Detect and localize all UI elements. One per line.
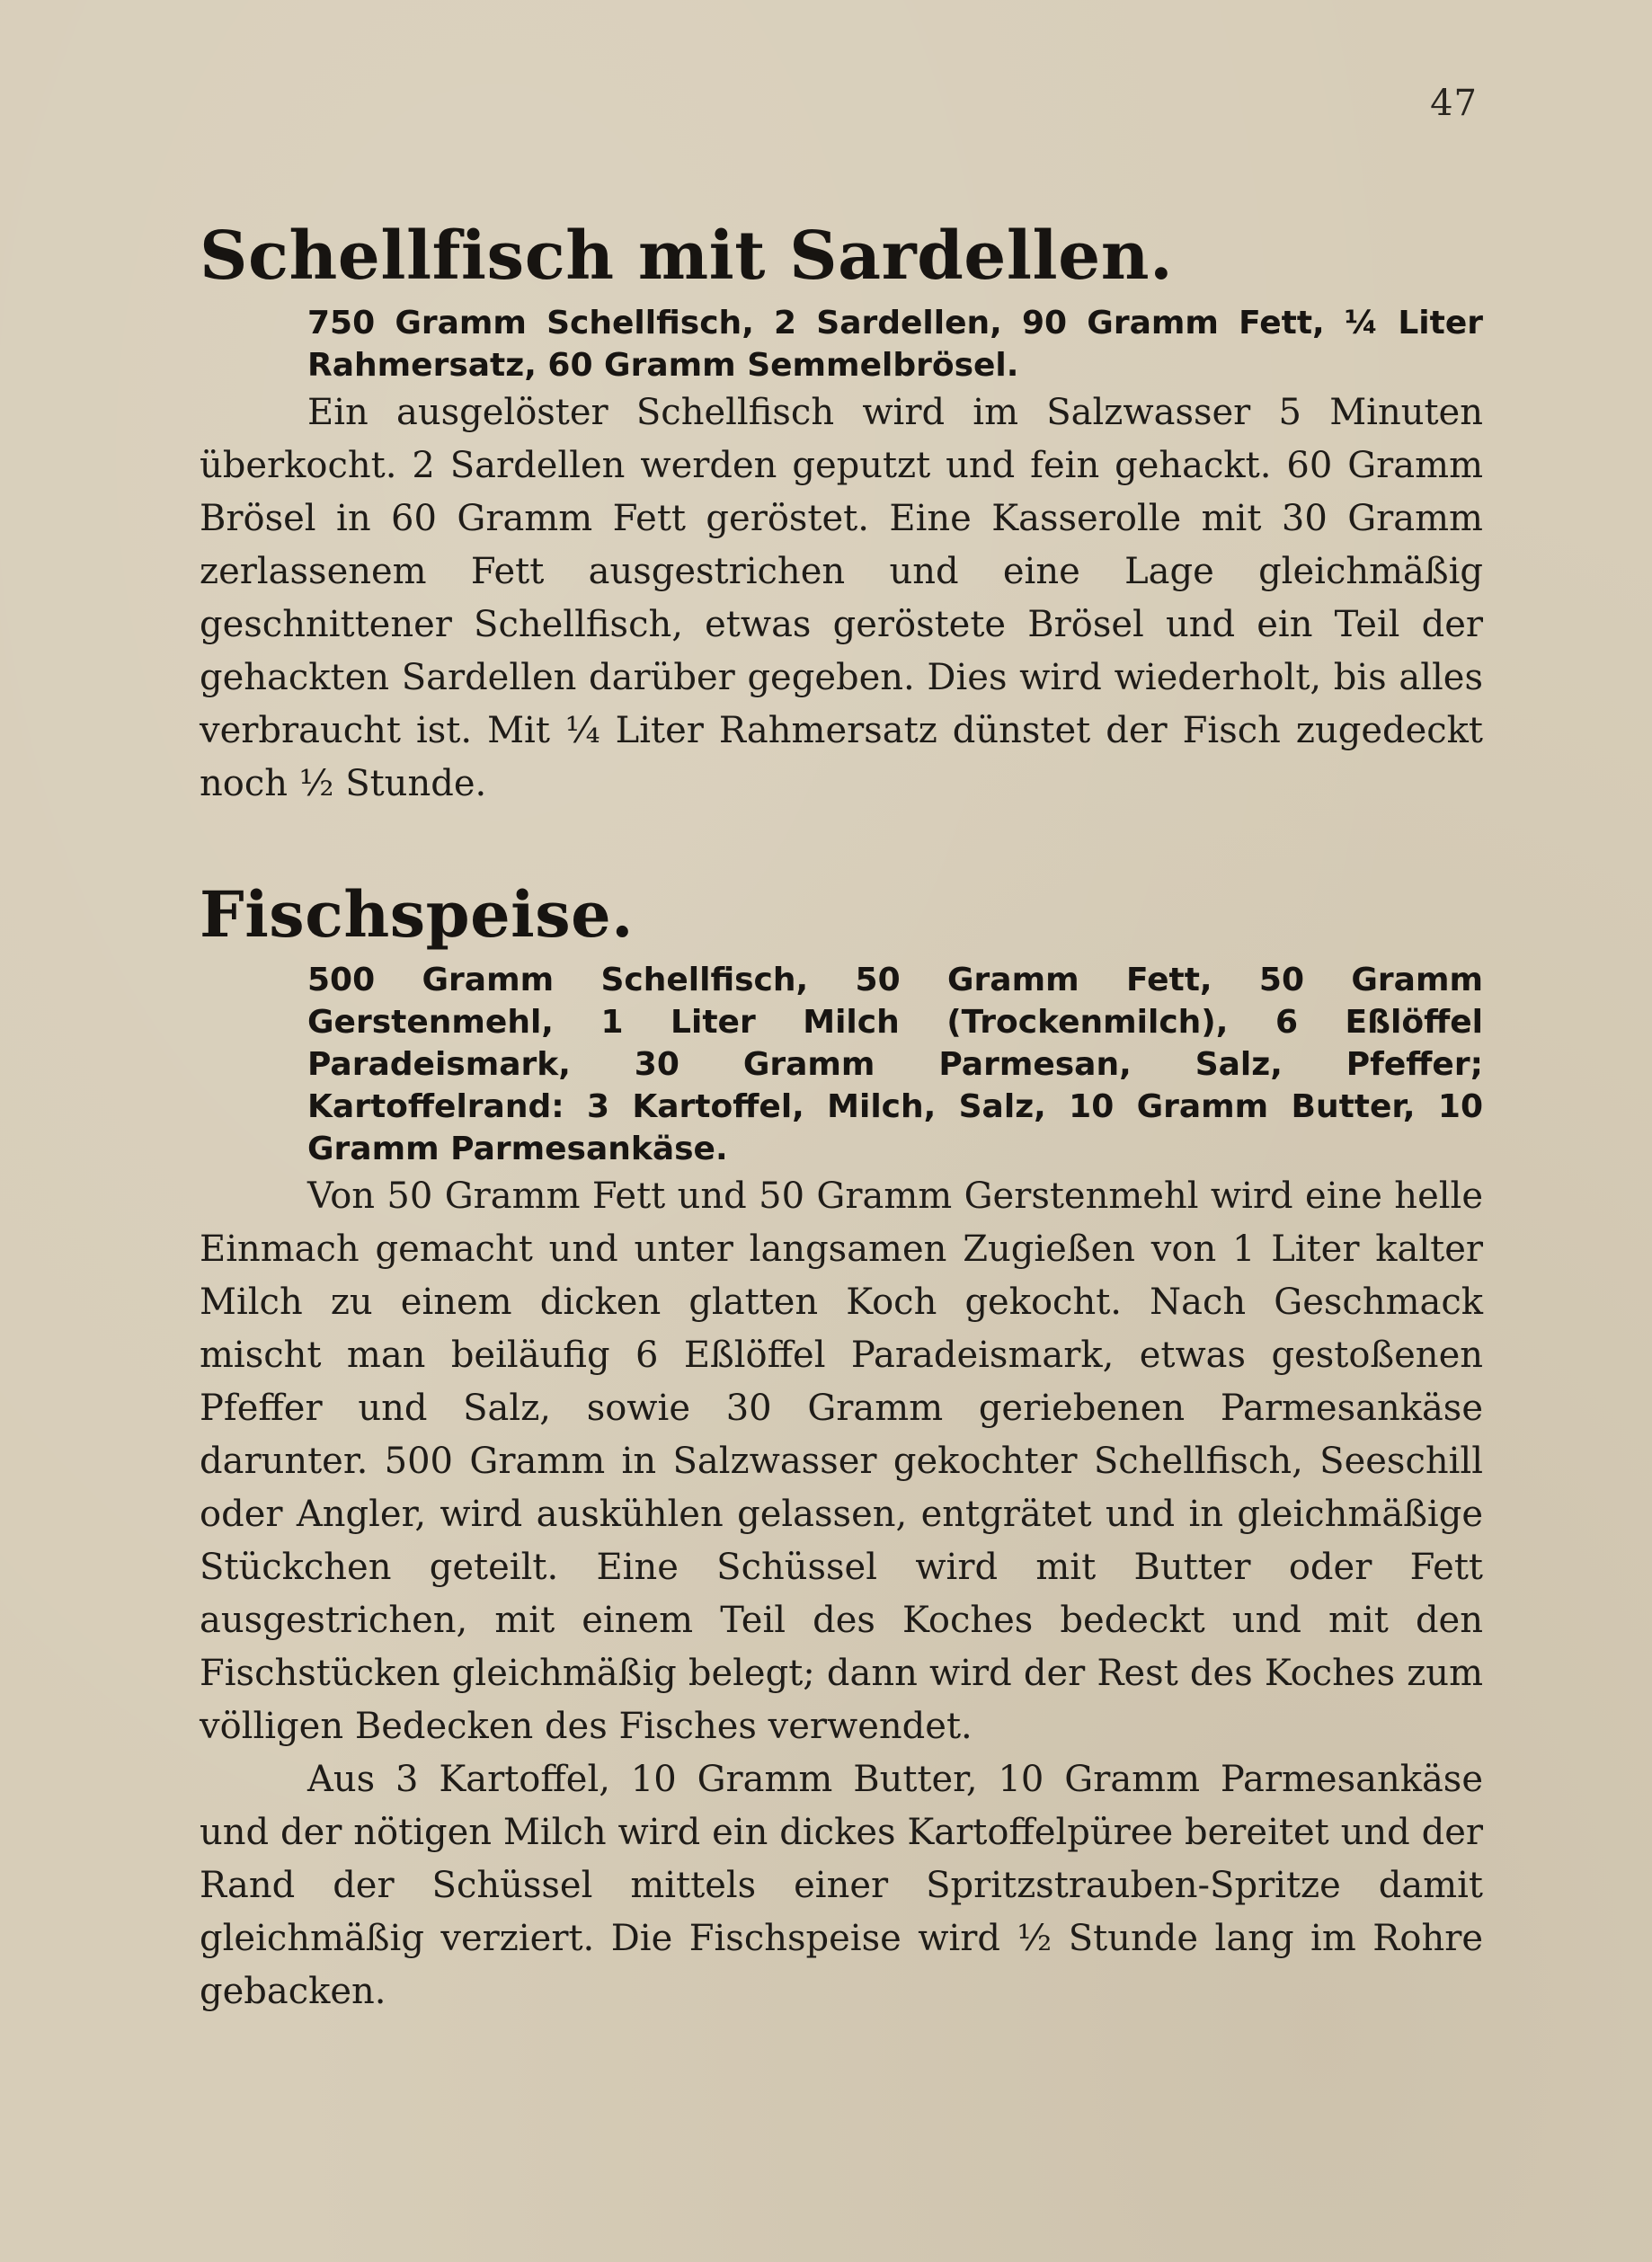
recipe-fischspeise bbox=[200, 877, 1483, 2018]
recipe-ingredients: 750 Gramm Schellfisch, 2 Sardellen, 90 Gramm Fett, ¼ Liter Rahmersatz, 60 Gramm Semmelbrösel. bbox=[307, 305, 1483, 384]
recipe-instructions: Ein ausgelöster Schellfisch wird im Salzwasser 5 Minuten überkocht. 2 Sardellen werden geputzt und fein gehackt. 60 Gramm Brösel in 60 Gramm Fett geröstet. Eine Kasserolle mit 30 Gramm zerlassenem Fett ausgestrichen und eine Lage gleichmäßig geschnittener Schellfisch, etwas geröstete Brösel und ein Teil der gehackten Sardellen darüber gegeben. Dies wird wiederholt, bis alles verbraucht ist. Mit ¼ Liter Rahmersatz dünstet der Fisch zugedeckt noch ½ Stunde. bbox=[200, 392, 1483, 804]
recipe-instructions: Von 50 Gramm Fett und 50 Gramm Gerstenmehl wird eine helle Einmach gemacht und unter langsamen Zugießen von 1 Liter kalter Milch zu einem dicken glatten Koch gekocht. Nach Geschmack mischt man beiläufig 6 Eßlöffel Paradeismark, etwas gestoßenen Pfeffer und Salz, sowie 30 Gramm geriebenen Parmesankäse darunter. 500 Gramm in Salzwasser gekochter Schellfisch, Seeschill oder Angler, wird auskühlen gelassen, entgrätet und in gleichmäßige Stückchen geteilt. Eine Schüssel wird mit Butter oder Fett ausgestrichen, mit einem Teil des Koches bedeckt und mit den Fischstücken gleichmäßig belegt; dann wird der Rest des Koches zum völligen Bedecken des Fisches verwendet. bbox=[200, 1175, 1483, 1747]
recipe-ingredients: 500 Gramm Schellfisch, 50 Gramm Fett, 50 Gramm Gerstenmehl, 1 Liter Milch (Trockenmilch), 6 Eßlöffel Paradeismark, 30 Gramm Parmesan, Salz, Pfeffer; Kartoffelrand: 3 Kartoffel, Milch, Salz, 10 Gramm Butter, 10 Gramm Parmesankäse. bbox=[307, 962, 1483, 1167]
recipe-schellfisch-mit-sardellen bbox=[200, 217, 1483, 811]
recipe-instructions: Aus 3 Kartoffel, 10 Gramm Butter, 10 Gramm Parmesankäse und der nötigen Milch wird ein dickes Kartoffelpüree bereitet und der Rand der Schüssel mittels einer Spritzstrauben-Spritze damit gleichmäßig verziert. Die Fischspeise wird ½ Stunde lang im Rohre gebacken. bbox=[200, 1759, 1483, 2012]
recipe-title: Schellfisch mit Sardellen. bbox=[200, 217, 1174, 295]
recipe-title: Fischspeise. bbox=[200, 877, 635, 952]
page-number: 47 bbox=[1430, 83, 1478, 124]
